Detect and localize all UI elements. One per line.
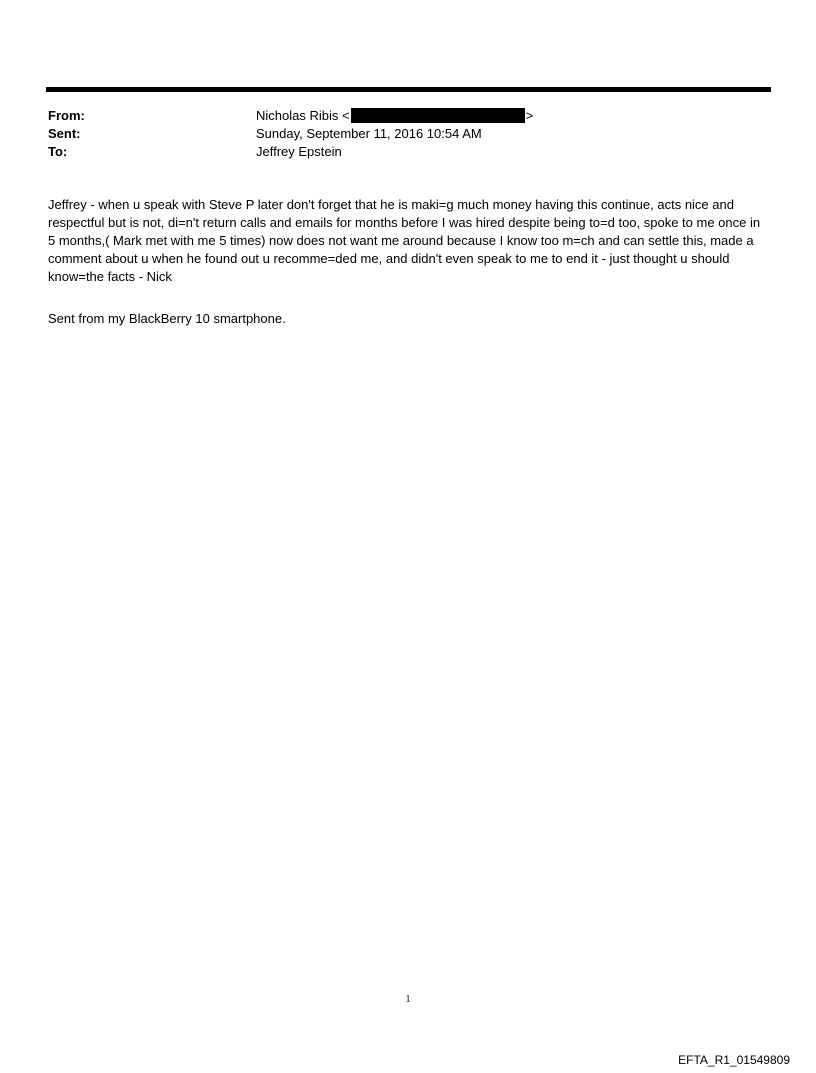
- email-signature: Sent from my BlackBerry 10 smartphone.: [48, 311, 286, 326]
- from-row: [48, 107, 748, 125]
- header-divider: [46, 87, 771, 92]
- from-value: [256, 107, 533, 125]
- sent-value: Sunday, September 11, 2016 10:54 AM: [256, 126, 482, 141]
- sent-label: Sent:: [48, 126, 81, 141]
- to-value: Jeffrey Epstein: [256, 144, 342, 159]
- from-label: From:: [48, 108, 85, 123]
- from-close: >: [525, 108, 534, 123]
- sent-row: [48, 125, 748, 143]
- from-name: Nicholas Ribis <: [256, 108, 350, 123]
- to-row: [48, 143, 748, 161]
- redaction-block: [351, 108, 525, 123]
- document-id: EFTA_R1_01549809: [678, 1053, 790, 1067]
- page-number: 1: [405, 994, 411, 1005]
- to-label: To:: [48, 144, 68, 159]
- email-body: Jeffrey - when u speak with Steve P later don't forget that he is maki=g much money having this continue, acts nice and respectful but is not, di=n't return calls and emails for months before I was hired despite being to=d too, spoke to me once in 5 months,( Mark met with me 5 times) now does not want me around because I know too m=ch and can settle this, made a comment about u when he found out u recomme=ded me, and didn't even speak to me to end it - just thought u should know=the facts - Nick: [48, 197, 761, 284]
